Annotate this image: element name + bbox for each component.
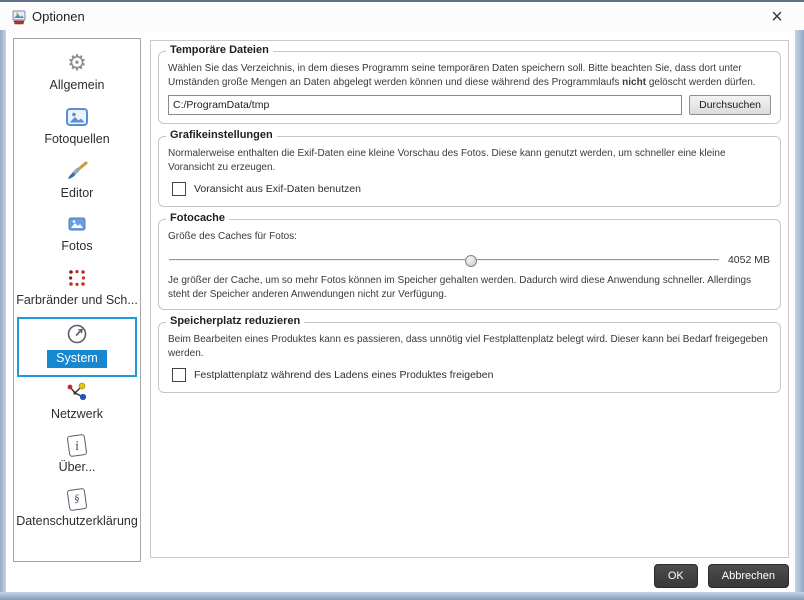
paintbrush-icon [66, 160, 88, 182]
window-frame-right [795, 30, 804, 600]
exif-preview-checkbox[interactable] [172, 182, 186, 196]
sidebar-item-label: Über... [58, 460, 96, 475]
free-disk-checkbox-row[interactable] [172, 368, 771, 382]
group-grafikeinstellungen [158, 129, 781, 207]
titlebar[interactable] [0, 2, 804, 32]
window-title: Optionen [32, 9, 85, 24]
cache-slider[interactable] [169, 254, 719, 266]
sidebar-item-allgemein[interactable] [17, 48, 137, 102]
graphics-description: Normalerweise enthalten die Exif-Daten eine kleine Vorschau des Fotos. Diese kann genutzt werden, um schneller eine kleine Voransicht zu erzeugen. [168, 148, 726, 173]
desc-bold-word: nicht [622, 76, 647, 88]
color-fringe-icon [68, 267, 86, 289]
sidebar-item-label: Datenschutzerklärung [16, 514, 138, 528]
group-title: Fotocache [166, 212, 229, 224]
sidebar-item-farbraender[interactable] [17, 263, 137, 317]
desc-text: gelöscht werden dürfen. [646, 76, 756, 88]
cache-slider-handle[interactable] [465, 255, 477, 267]
network-icon [65, 381, 89, 403]
sidebar-item-label: Netzwerk [50, 406, 104, 421]
sidebar-item-label: Editor [60, 185, 94, 200]
ok-button[interactable]: OK [654, 564, 698, 588]
sidebar-item-editor[interactable] [17, 156, 137, 210]
desc-text: Wählen Sie das Verzeichnis, in dem dieses Programm seine temporären Daten speichern soll. Bitte beachten Sie, dass dort unter Umständen große Mengen an Daten abgelegt werden können und diese während des Programmlaufs [168, 63, 742, 88]
settings-panel [150, 40, 789, 558]
checkbox-label: Festplattenplatz während des Ladens eines Produktes freigeben [194, 369, 494, 382]
cache-description: Je größer der Cache, um so mehr Fotos können im Speicher gehalten werden. Dadurch wird diese Anwendung schneller. Allerdings steht der Speicher anderen Anwendungen nicht zur Verfügung. [168, 274, 752, 300]
cache-slider-track[interactable] [169, 259, 719, 261]
temp-files-description [168, 62, 771, 89]
exif-preview-checkbox-row[interactable] [172, 182, 771, 196]
gauge-icon [66, 323, 88, 345]
cancel-button[interactable]: Abbrechen [708, 564, 789, 588]
temp-path-input[interactable] [168, 95, 682, 115]
group-title: Temporäre Dateien [166, 44, 273, 56]
photos-icon [68, 213, 86, 235]
disk-space-description: Beim Bearbeiten eines Produktes kann es passieren, dass unnötig viel Festplattenplatz belegt wird. Dieser kann bei Bedarf freigegeben werden. [168, 334, 768, 359]
cache-size-label: Größe des Caches für Fotos: [168, 231, 297, 243]
sidebar-item-system[interactable] [17, 317, 137, 377]
app-icon [11, 9, 27, 25]
cache-size-value: 4052 MB [727, 253, 770, 266]
group-fotocache [158, 212, 781, 310]
sidebar-item-label: Fotos [61, 239, 93, 254]
browse-button[interactable]: Durchsuchen [689, 95, 771, 115]
category-sidebar [13, 38, 141, 562]
sidebar-item-datenschutz[interactable] [17, 484, 137, 538]
sidebar-item-label: Farbränder und Sch... [16, 293, 138, 307]
info-card-icon: i [68, 434, 86, 456]
group-title: Speicherplatz reduzieren [166, 315, 304, 327]
gear-icon: ⚙ [67, 50, 87, 75]
options-dialog [6, 32, 795, 592]
free-disk-checkbox[interactable] [172, 368, 186, 382]
group-speicherplatz [158, 315, 781, 393]
sidebar-item-label: Allgemein [49, 78, 105, 92]
sidebar-item-netzwerk[interactable] [17, 377, 137, 431]
photo-source-icon [66, 106, 88, 128]
window-frame-bottom [0, 592, 804, 600]
sidebar-item-ueber[interactable] [17, 430, 137, 484]
group-title: Grafikeinstellungen [166, 129, 277, 141]
sidebar-item-fotos[interactable] [17, 209, 137, 263]
sidebar-item-label: Fotoquellen [44, 131, 110, 146]
dialog-footer [654, 564, 789, 588]
close-icon[interactable]: × [771, 6, 783, 28]
sidebar-item-fotoquellen[interactable] [17, 102, 137, 156]
sidebar-item-label: System [47, 350, 107, 368]
checkbox-label: Voransicht aus Exif-Daten benutzen [194, 183, 361, 196]
paragraph-card-icon: § [68, 488, 86, 510]
group-temporaere-dateien [158, 44, 781, 124]
